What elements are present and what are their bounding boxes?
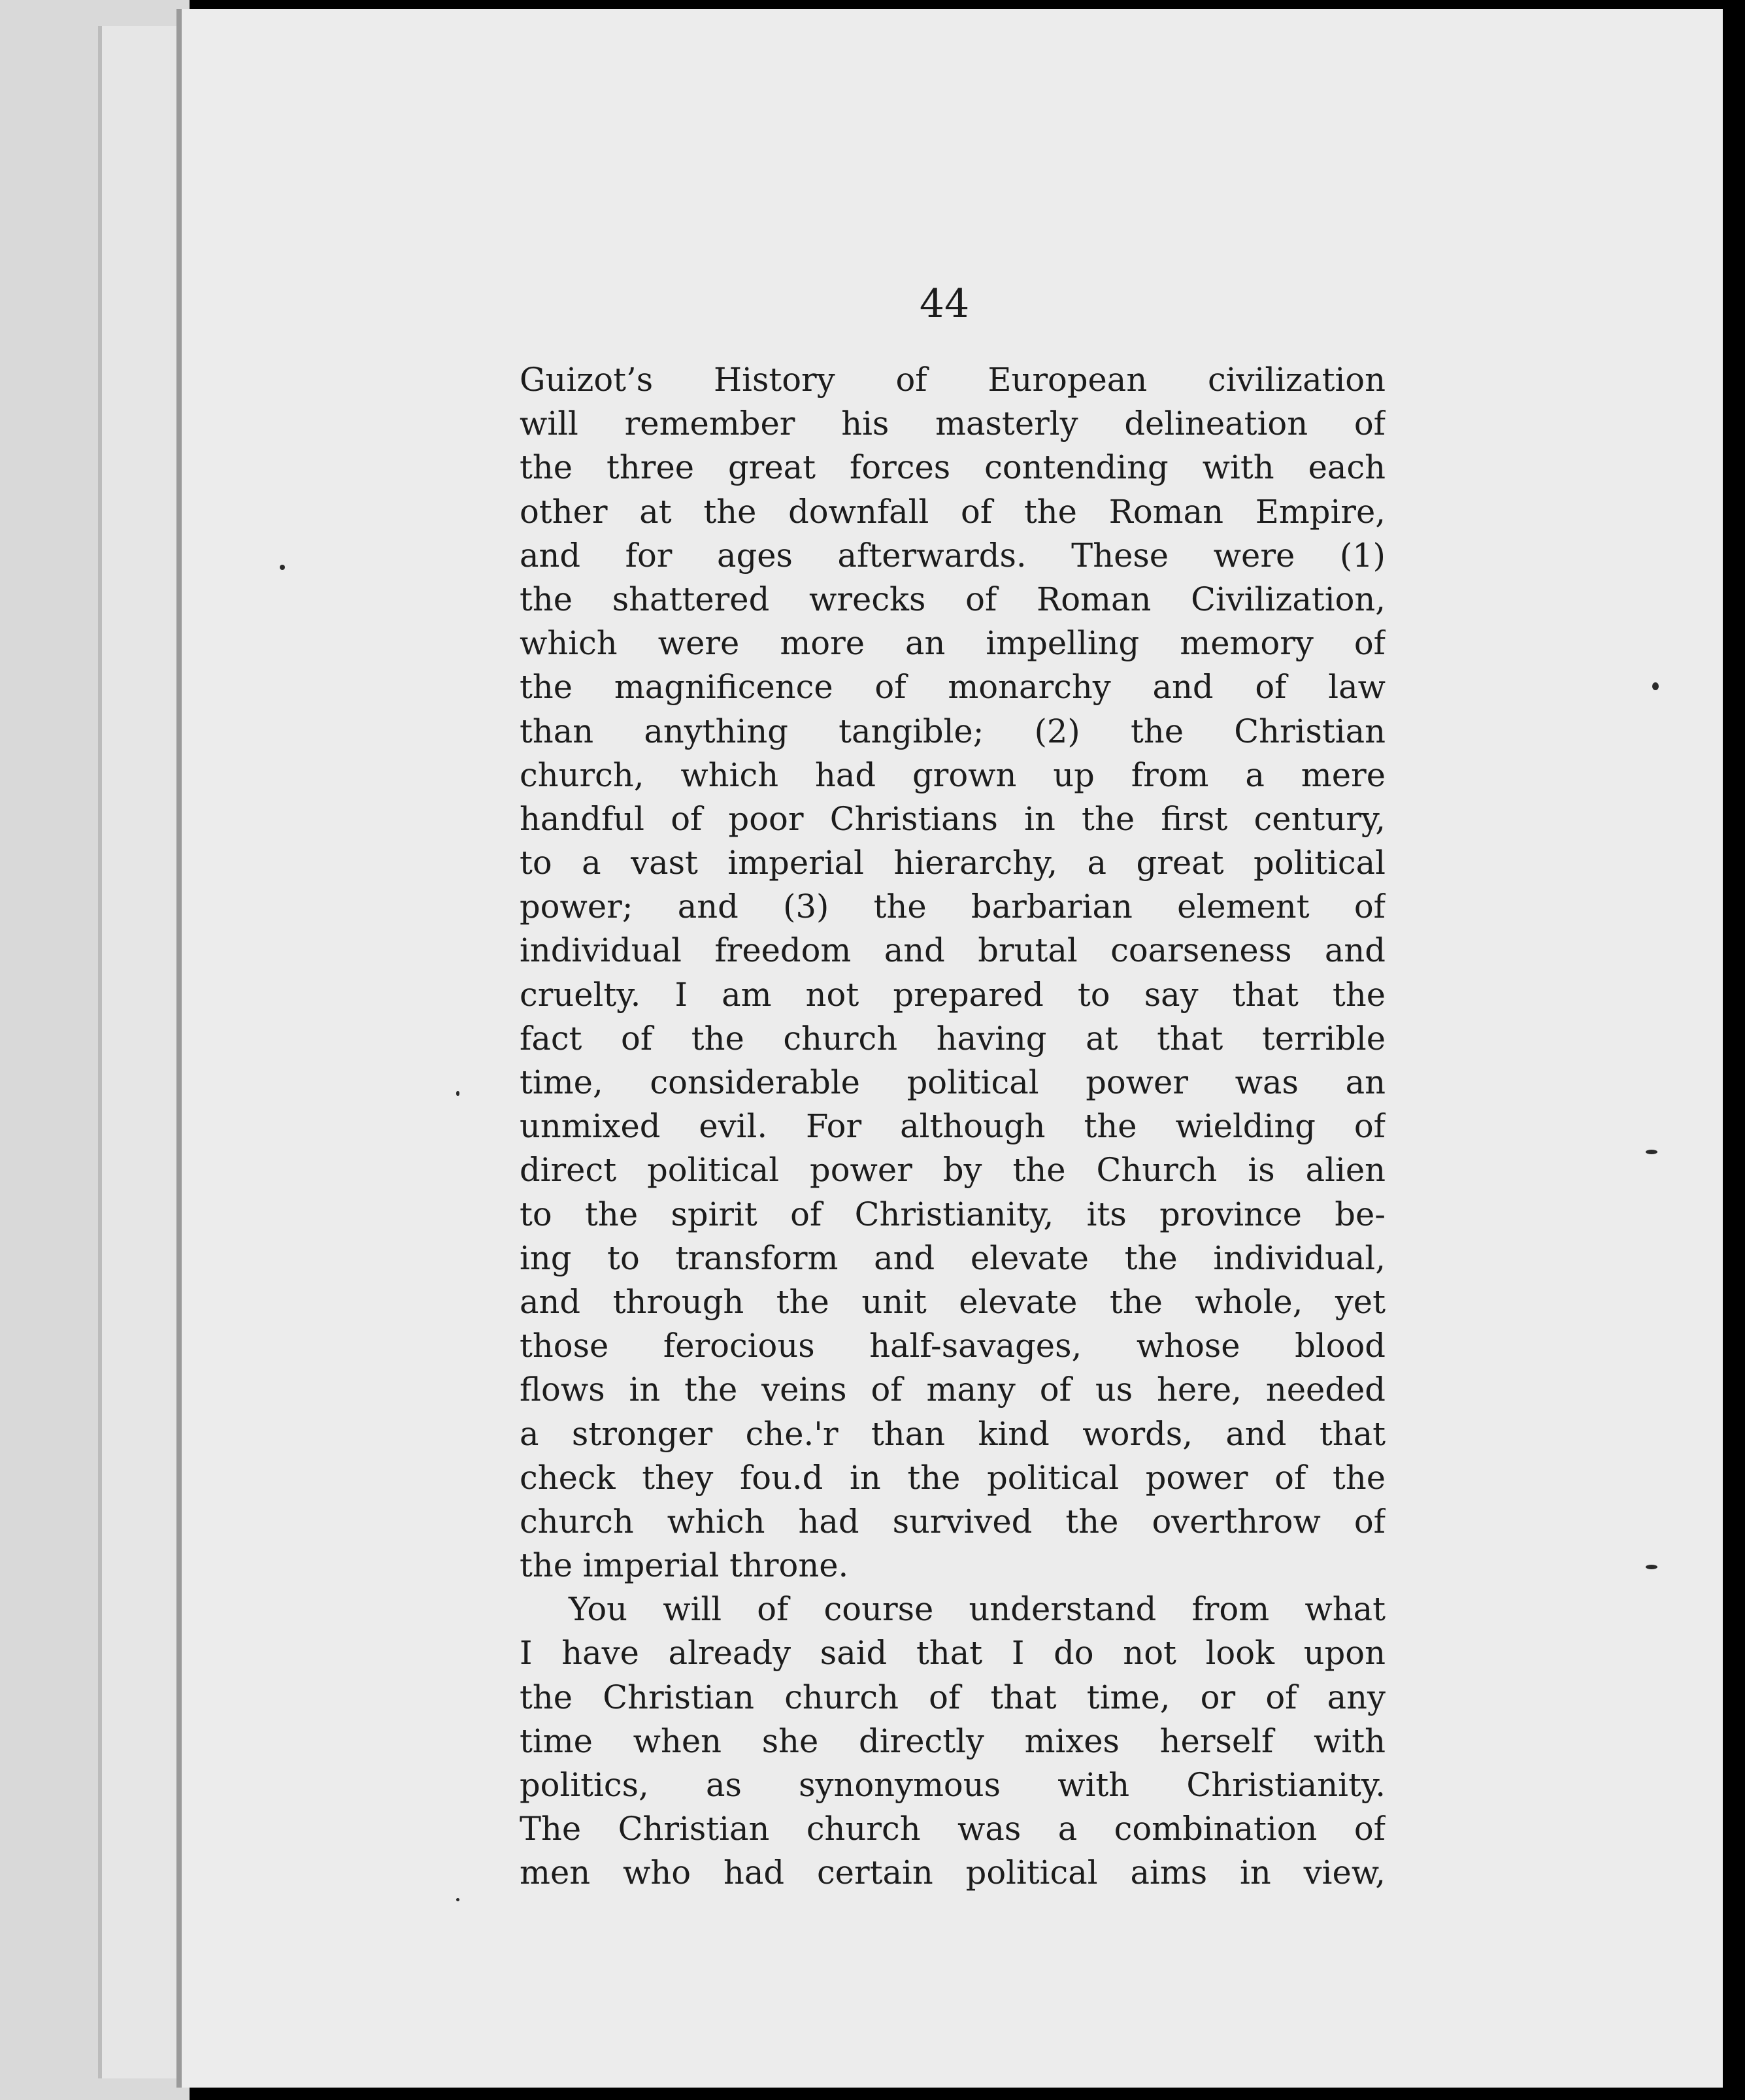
text-line: Guizot’s History of European civilization [520, 361, 1386, 399]
text-line: flows in the veins of many of us here, needed [520, 1371, 1386, 1409]
text-line: unmixed evil. For although the wielding of [520, 1107, 1386, 1146]
text-line: to a vast imperial hierarchy, a great political [520, 844, 1386, 882]
text-line: and for ages afterwards. These were (1) [520, 536, 1386, 575]
body-text [520, 358, 1386, 1895]
text-line: church which had survived the overthrow of [520, 1502, 1386, 1541]
text-line: politics, as synonymous with Christianity. [520, 1766, 1386, 1804]
scan-speck [1646, 1150, 1657, 1154]
text-line: time, considerable political power was an [520, 1063, 1386, 1101]
text-line: those ferocious half-savages, whose blood [520, 1327, 1386, 1365]
text-line: fact of the church having at that terrible [520, 1019, 1386, 1058]
text-line: and through the unit elevate the whole, yet [520, 1282, 1386, 1321]
text-line: church, which had grown up from a mere [520, 756, 1386, 794]
text-line: power; and (3) the barbarian element of [520, 888, 1386, 926]
text-line: to the spirit of Christianity, its province be- [520, 1195, 1386, 1233]
text-line: the imperial throne. [520, 1546, 849, 1585]
text-line: You will of course understand from what [569, 1590, 1386, 1629]
paragraph [520, 358, 1386, 1588]
text-line: the three great forces contending with each [520, 448, 1386, 487]
text-line: cruelty. I am not prepared to say that the [520, 975, 1386, 1014]
text-line: will remember his masterly delineation of [520, 405, 1386, 443]
text-line: I have already said that I do not look upon [520, 1634, 1386, 1673]
text-line: time when she directly mixes herself with [520, 1722, 1386, 1760]
text-line: the Christian church of that time, or of any [520, 1678, 1386, 1716]
page-number: 44 [919, 281, 970, 327]
text-line: which were more an impelling memory of [520, 624, 1386, 663]
text-line: the magnificence of monarchy and of law [520, 668, 1386, 707]
scan-speck [1652, 682, 1659, 690]
scan-speck [280, 565, 285, 570]
text-line: direct political power by the Church is alien [520, 1151, 1386, 1190]
text-line: other at the downfall of the Roman Empire, [520, 492, 1386, 531]
paragraph [520, 1588, 1386, 1895]
scan-speck [456, 1091, 459, 1096]
text-line: check they fou.d in the political power of the [520, 1458, 1386, 1497]
scan-speck [456, 1898, 459, 1901]
scan-speck [1646, 1565, 1657, 1569]
text-line: the shattered wrecks of Roman Civilization, [520, 580, 1386, 618]
text-line: The Christian church was a combination of [520, 1810, 1386, 1848]
text-line: handful of poor Christians in the first century, [520, 799, 1386, 838]
text-line: individual freedom and brutal coarseness and [520, 931, 1386, 970]
text-line: men who had certain political aims in view, [520, 1854, 1386, 1892]
text-line: ing to transform and elevate the individual, [520, 1239, 1386, 1277]
text-line: a stronger che.'r than kind words, and that [520, 1414, 1386, 1453]
text-line: than anything tangible; (2) the Christian [520, 712, 1386, 750]
